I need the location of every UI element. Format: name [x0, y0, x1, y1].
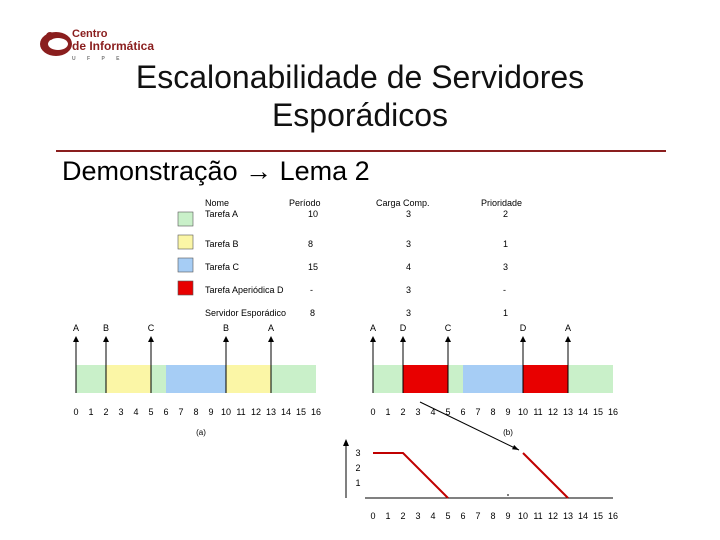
timeline-caption: (a) — [196, 428, 206, 437]
axis-tick-label: 10 — [220, 407, 232, 417]
axis-tick-label: 2 — [400, 407, 406, 417]
table-cell-carga: 3 — [406, 239, 412, 249]
table-cell-nome: Tarefa A — [205, 209, 239, 219]
arrival-arrowhead-icon — [103, 336, 109, 342]
subtitle-suffix: Lema 2 — [279, 156, 370, 186]
schedule-segment-d — [403, 365, 448, 393]
subtitle-text: Demonstração — [62, 156, 238, 186]
axis-tick-label: 15 — [592, 407, 604, 417]
table-cell-prioridade: 1 — [503, 239, 509, 249]
axis-tick-label: 8 — [490, 407, 496, 417]
arrival-label: D — [519, 323, 527, 333]
schedule-segment-a — [448, 365, 463, 393]
capacity-x-tick: 12 — [547, 511, 559, 521]
title-line-1: Escalonabilidade de Servidores — [135, 59, 585, 95]
legend-swatch — [178, 235, 193, 249]
capacity-y-tick: 2 — [355, 463, 361, 473]
logo-line-3: U F P E — [72, 56, 125, 62]
capacity-x-tick: 1 — [385, 511, 391, 521]
axis-tick-label: 12 — [250, 407, 262, 417]
axis-tick-label: 15 — [295, 407, 307, 417]
axis-tick-label: 1 — [385, 407, 391, 417]
capacity-x-tick: 10 — [517, 511, 529, 521]
axis-tick-label: 3 — [415, 407, 421, 417]
axis-tick-label: 0 — [73, 407, 79, 417]
schedule-segment-a — [76, 365, 106, 393]
schedule-segment-c — [463, 365, 523, 393]
legend-swatch — [178, 281, 193, 295]
capacity-x-tick: 6 — [460, 511, 466, 521]
table-cell-periodo: 8 — [310, 308, 316, 318]
axis-tick-label: 5 — [445, 407, 451, 417]
legend-swatch — [178, 258, 193, 272]
capacity-x-tick: 8 — [490, 511, 496, 521]
axis-tick-label: 14 — [280, 407, 292, 417]
axis-tick-label: 4 — [430, 407, 436, 417]
schedule-segment-b — [106, 365, 151, 393]
axis-tick-label: 7 — [178, 407, 184, 417]
table-header-carga: Carga Comp. — [376, 198, 430, 208]
arrival-label: C — [147, 323, 155, 333]
axis-tick-label: 5 — [148, 407, 154, 417]
logo-line-1: Centro — [72, 28, 108, 40]
arrival-arrowhead-icon — [520, 336, 526, 342]
capacity-y-arrowhead-icon — [343, 439, 349, 446]
table-rows — [178, 209, 508, 318]
table-cell-nome: Tarefa B — [205, 239, 239, 249]
table-cell-nome: Servidor Esporádico — [205, 308, 287, 318]
replenish-arrow-line — [420, 402, 519, 450]
arrival-arrowhead-icon — [268, 336, 274, 342]
arrival-arrowhead-icon — [400, 336, 406, 342]
axis-tick-label: 3 — [118, 407, 124, 417]
capacity-x-tick: 0 — [370, 511, 376, 521]
axis-tick-label: 9 — [208, 407, 214, 417]
schedule-segment-a — [271, 365, 316, 393]
arrival-arrowhead-icon — [565, 336, 571, 342]
axis-tick-label: 2 — [103, 407, 109, 417]
capacity-y-tick: 3 — [355, 448, 361, 458]
schedule-segment-a — [568, 365, 613, 393]
capacity-x-tick: 3 — [415, 511, 421, 521]
capacity-plot — [343, 439, 618, 521]
schedule-segment-a — [151, 365, 166, 393]
axis-tick-label: 4 — [133, 407, 139, 417]
table-cell-periodo: 10 — [308, 209, 319, 219]
timeline-a — [73, 323, 321, 437]
axis-tick-label: 6 — [163, 407, 169, 417]
table-cell-periodo: 8 — [308, 239, 314, 249]
schedule-segment-d — [523, 365, 568, 393]
axis-tick-label: 12 — [547, 407, 559, 417]
arrival-arrowhead-icon — [223, 336, 229, 342]
axis-tick-label: 10 — [517, 407, 529, 417]
axis-tick-label: 1 — [88, 407, 94, 417]
capacity-x-tick: 16 — [607, 511, 619, 521]
table-header-nome: Nome — [205, 198, 230, 208]
table-cell-carga: 3 — [406, 285, 412, 295]
legend-swatch — [178, 212, 193, 226]
arrival-label: A — [72, 323, 80, 333]
axis-tick-label: 6 — [460, 407, 466, 417]
axis-tick-label: 9 — [505, 407, 511, 417]
table-header-prioridade: Prioridade — [481, 198, 523, 208]
capacity-x-tick: 4 — [430, 511, 436, 521]
capacity-x-tick: 14 — [577, 511, 589, 521]
arrival-label: A — [369, 323, 377, 333]
table-cell-prioridade: 1 — [503, 308, 509, 318]
timeline-caption: (b) — [503, 428, 513, 437]
arrival-arrowhead-icon — [73, 336, 79, 342]
capacity-x-tick: 13 — [562, 511, 574, 521]
table-cell-carga: 3 — [406, 209, 412, 219]
arrival-label: C — [444, 323, 452, 333]
table-header-periodo: Período — [289, 198, 321, 208]
axis-tick-label: 8 — [193, 407, 199, 417]
replenish-arrowhead-icon — [512, 445, 519, 450]
axis-tick-label: 7 — [475, 407, 481, 417]
capacity-x-tick: 7 — [475, 511, 481, 521]
capacity-line — [523, 453, 568, 498]
table-cell-nome: Tarefa Aperiódica D — [205, 285, 284, 295]
axis-tick-label: 13 — [562, 407, 574, 417]
capacity-y-tick: 1 — [355, 478, 361, 488]
arrival-label: A — [267, 323, 275, 333]
schedule-segment-b — [226, 365, 271, 393]
timeline-b — [370, 323, 618, 450]
schedule-segment-a — [373, 365, 403, 393]
title-line-2: Esporádicos — [271, 97, 449, 133]
capacity-line — [373, 453, 448, 498]
table-cell-prioridade: 2 — [503, 209, 509, 219]
axis-tick-label: 11 — [533, 407, 543, 417]
arrival-label: B — [102, 323, 110, 333]
arrival-label: A — [564, 323, 572, 333]
capacity-x-tick: 9 — [505, 511, 511, 521]
table-cell-carga: 4 — [406, 262, 412, 272]
axis-tick-label: 13 — [265, 407, 277, 417]
arrival-arrowhead-icon — [445, 336, 451, 342]
axis-tick-label: 14 — [577, 407, 589, 417]
schedule-segment-c — [166, 365, 226, 393]
arrival-arrowhead-icon — [370, 336, 376, 342]
table-cell-nome: Tarefa C — [205, 262, 240, 272]
table-cell-periodo: 15 — [308, 262, 319, 272]
capacity-x-tick: 2 — [400, 511, 406, 521]
arrival-label: D — [399, 323, 407, 333]
axis-tick-label: 11 — [236, 407, 246, 417]
logo-line-2: de Informática — [72, 39, 155, 53]
capacity-x-tick: 5 — [445, 511, 451, 521]
subtitle-arrow-icon: → — [245, 156, 273, 186]
axis-tick-label: 16 — [310, 407, 322, 417]
arrival-label: B — [222, 323, 230, 333]
arrival-arrowhead-icon — [148, 336, 154, 342]
capacity-x-tick: 11 — [533, 511, 543, 521]
table-cell-periodo: - — [310, 285, 313, 295]
table-cell-prioridade: - — [503, 285, 506, 295]
capacity-x-tick: 15 — [592, 511, 604, 521]
axis-tick-label: 0 — [370, 407, 376, 417]
table-cell-carga: 3 — [406, 308, 412, 318]
axis-tick-label: 16 — [607, 407, 619, 417]
table-cell-prioridade: 3 — [503, 262, 509, 272]
